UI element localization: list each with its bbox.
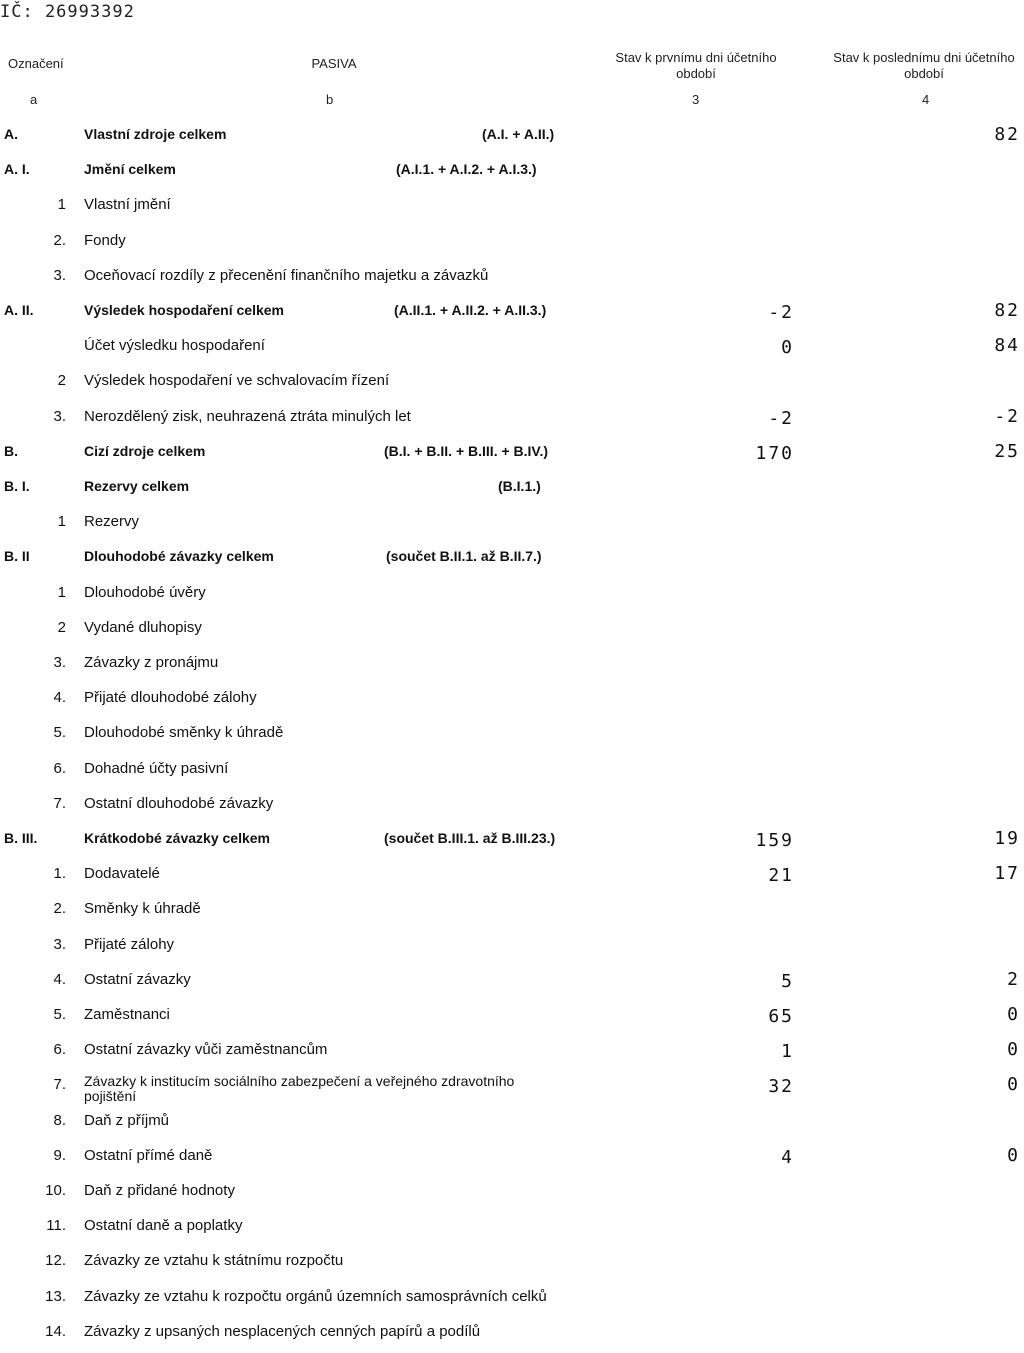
row-number: 1 — [57, 196, 66, 214]
row-label: Ostatní dlouhodobé závazky — [84, 794, 274, 812]
value-last-day: 0 — [1007, 1004, 1020, 1025]
header-first-day: Stav k prvnímu dni účetního období — [615, 50, 777, 81]
value-last-day: -2 — [994, 405, 1020, 427]
row-number: 6. — [53, 759, 66, 777]
row-label: Vydané dluhopisy — [84, 618, 202, 636]
row-label: Dohadné účty pasivní — [84, 759, 229, 777]
table-row — [0, 1284, 1024, 1318]
value-last-day: 84 — [994, 335, 1020, 357]
row-label: Účet výsledku hospodaření — [84, 337, 265, 355]
row-number: 9. — [53, 1146, 66, 1164]
row-mark: B. I. — [4, 478, 30, 494]
table-row — [0, 1002, 1024, 1036]
value-first-day: -2 — [768, 302, 794, 323]
row-label: Závazky z upsaných nesplacených cenných papírů a podílů — [84, 1322, 481, 1340]
row-label: Nerozdělený zisk, neuhrazená ztráta minulých let — [84, 407, 411, 425]
row-label: Výsledek hospodaření ve schvalovacím řízení — [84, 372, 390, 390]
table-row — [0, 122, 1024, 156]
row-number: 6. — [53, 1041, 66, 1059]
row-formula: (součet B.II.1. až B.II.7.) — [386, 548, 542, 565]
row-label: Ostatní závazky — [84, 970, 191, 988]
row-number: 10. — [45, 1182, 66, 1199]
table-row — [0, 1072, 1024, 1106]
table-row — [0, 157, 1024, 191]
table-row — [0, 967, 1024, 1001]
table-row — [0, 826, 1024, 860]
row-number: 11. — [46, 1217, 66, 1235]
row-label: Přijaté dlouhodobé zálohy — [84, 689, 257, 707]
table-row — [0, 404, 1024, 438]
value-last-day: 2 — [1007, 968, 1020, 990]
table-row — [0, 1178, 1024, 1212]
value-last-day: 82 — [994, 124, 1020, 145]
row-formula: (B.I. + B.II. + B.III. + B.IV.) — [384, 442, 549, 459]
value-first-day: 32 — [768, 1076, 794, 1098]
row-number: 2. — [53, 900, 66, 918]
row-label: Rezervy celkem — [84, 478, 190, 494]
row-label: Cizí zdroje celkem — [84, 442, 206, 459]
row-number: 5. — [53, 1006, 66, 1023]
value-last-day: 25 — [994, 440, 1020, 462]
table-row — [0, 1248, 1024, 1282]
row-number: 1 — [57, 513, 66, 531]
table-row — [0, 333, 1024, 367]
value-last-day: 0 — [1007, 1074, 1020, 1096]
row-label: Závazky k institucím sociálního zabezpečení a veřejného zdravotního pojištění — [84, 1073, 515, 1105]
row-number: 3. — [53, 407, 66, 425]
value-first-day: -2 — [768, 407, 794, 429]
subheader-4: 4 — [922, 92, 930, 107]
table-row — [0, 439, 1024, 473]
row-formula: (B.I.1.) — [498, 478, 541, 494]
table-row — [0, 861, 1024, 895]
value-first-day: 5 — [781, 970, 794, 992]
table-row — [0, 650, 1024, 684]
row-number: 13. — [45, 1287, 66, 1305]
row-label: Vlastní zdroje celkem — [84, 126, 227, 142]
row-number: 2 — [57, 372, 66, 390]
table-row — [0, 1143, 1024, 1177]
row-label: Ostatní přímé daně — [84, 1146, 213, 1164]
row-mark: B. II — [4, 548, 30, 565]
row-label: Krátkodobé závazky celkem — [84, 830, 270, 846]
row-label: Jmění celkem — [84, 161, 176, 178]
table-row — [0, 1213, 1024, 1247]
value-last-day: 0 — [1007, 1144, 1020, 1166]
table-row — [0, 720, 1024, 754]
row-mark: A. I. — [4, 161, 30, 178]
table-row — [0, 896, 1024, 930]
row-label: Rezervy — [84, 513, 140, 531]
row-label: Dlouhodobé závazky celkem — [84, 548, 274, 565]
row-label: Závazky ze vztahu k státnímu rozpočtu — [84, 1252, 344, 1270]
row-label: Směnky k úhradě — [84, 900, 201, 918]
value-first-day: 159 — [755, 830, 794, 851]
table-row — [0, 509, 1024, 543]
value-last-day: 19 — [994, 828, 1020, 849]
row-mark: A. II. — [4, 302, 34, 318]
row-number: 4. — [53, 689, 66, 707]
row-number: 1 — [57, 583, 66, 601]
value-last-day: 0 — [1007, 1039, 1020, 1061]
row-formula: (A.I. + A.II.) — [482, 126, 555, 142]
table-row — [0, 580, 1024, 614]
row-label: Zaměstnanci — [84, 1006, 170, 1023]
row-label: Ostatní daně a poplatky — [84, 1217, 243, 1235]
value-first-day: 0 — [781, 337, 794, 359]
row-label: Vlastní jmění — [84, 196, 171, 214]
table-row — [0, 368, 1024, 402]
row-number: 12. — [45, 1252, 66, 1270]
table-row — [0, 298, 1024, 332]
row-label: Oceňovací rozdíly z přecenění finančního majetku a závazků — [84, 266, 489, 284]
row-number: 3. — [53, 654, 66, 671]
value-last-day: 82 — [994, 300, 1020, 321]
table-row — [0, 932, 1024, 966]
row-label: Dodavatelé — [84, 865, 160, 883]
row-label: Daň z příjmů — [84, 1111, 170, 1129]
value-first-day: 170 — [755, 442, 794, 464]
header-last-day: Stav k poslednímu dni účetního období — [833, 50, 1015, 81]
table-row — [0, 1319, 1024, 1353]
table-row — [0, 1037, 1024, 1071]
value-first-day: 4 — [781, 1146, 794, 1168]
row-number: 7. — [53, 1076, 66, 1094]
subheader-3: 3 — [692, 92, 700, 107]
header-pasiva: PASIVA — [311, 56, 357, 71]
row-label: Dlouhodobé úvěry — [84, 583, 206, 601]
row-number: 3. — [53, 935, 66, 953]
row-number: 2. — [53, 231, 66, 249]
value-first-day: 21 — [768, 865, 794, 887]
row-label: Výsledek hospodaření celkem — [84, 302, 284, 318]
table-row — [0, 192, 1024, 226]
row-number: 8. — [53, 1111, 66, 1129]
row-number: 3. — [53, 266, 66, 284]
table-row — [0, 615, 1024, 649]
row-number: 4. — [53, 970, 66, 988]
row-number: 7. — [53, 794, 66, 812]
row-mark: A. — [4, 126, 18, 142]
row-label: Fondy — [84, 231, 126, 249]
row-formula: (A.II.1. + A.II.2. + A.II.3.) — [394, 302, 547, 318]
table-row — [0, 544, 1024, 578]
row-label: Dlouhodobé směnky k úhradě — [84, 724, 284, 742]
row-label: Daň z přidané hodnoty — [84, 1182, 235, 1199]
table-row — [0, 228, 1024, 262]
row-label: Závazky ze vztahu k rozpočtu orgánů územních samosprávních celků — [84, 1287, 547, 1305]
row-label: Závazky z pronájmu — [84, 654, 219, 671]
row-formula: (součet B.III.1. až B.III.23.) — [384, 830, 556, 846]
header-oznaceni: Označení — [8, 56, 64, 71]
row-mark: B. III. — [4, 830, 38, 846]
row-number: 1. — [53, 865, 66, 883]
value-last-day: 17 — [994, 863, 1020, 885]
row-label: Přijaté zálohy — [84, 935, 175, 953]
table-row — [0, 756, 1024, 790]
table-row — [0, 1108, 1024, 1142]
row-number: 2 — [57, 618, 66, 636]
table-row — [0, 791, 1024, 825]
value-first-day: 1 — [781, 1041, 794, 1063]
table-row — [0, 685, 1024, 719]
row-mark: B. — [4, 442, 18, 459]
company-id: IČ: 26993392 — [0, 2, 135, 22]
value-first-day: 65 — [768, 1006, 794, 1027]
subheader-a: a — [30, 92, 38, 107]
table-row — [0, 474, 1024, 508]
row-number: 5. — [53, 724, 66, 742]
row-number: 14. — [45, 1322, 66, 1340]
row-formula: (A.I.1. + A.I.2. + A.I.3.) — [396, 161, 537, 178]
row-label: Ostatní závazky vůči zaměstnancům — [84, 1041, 328, 1059]
subheader-b: b — [326, 92, 334, 107]
table-row — [0, 263, 1024, 297]
